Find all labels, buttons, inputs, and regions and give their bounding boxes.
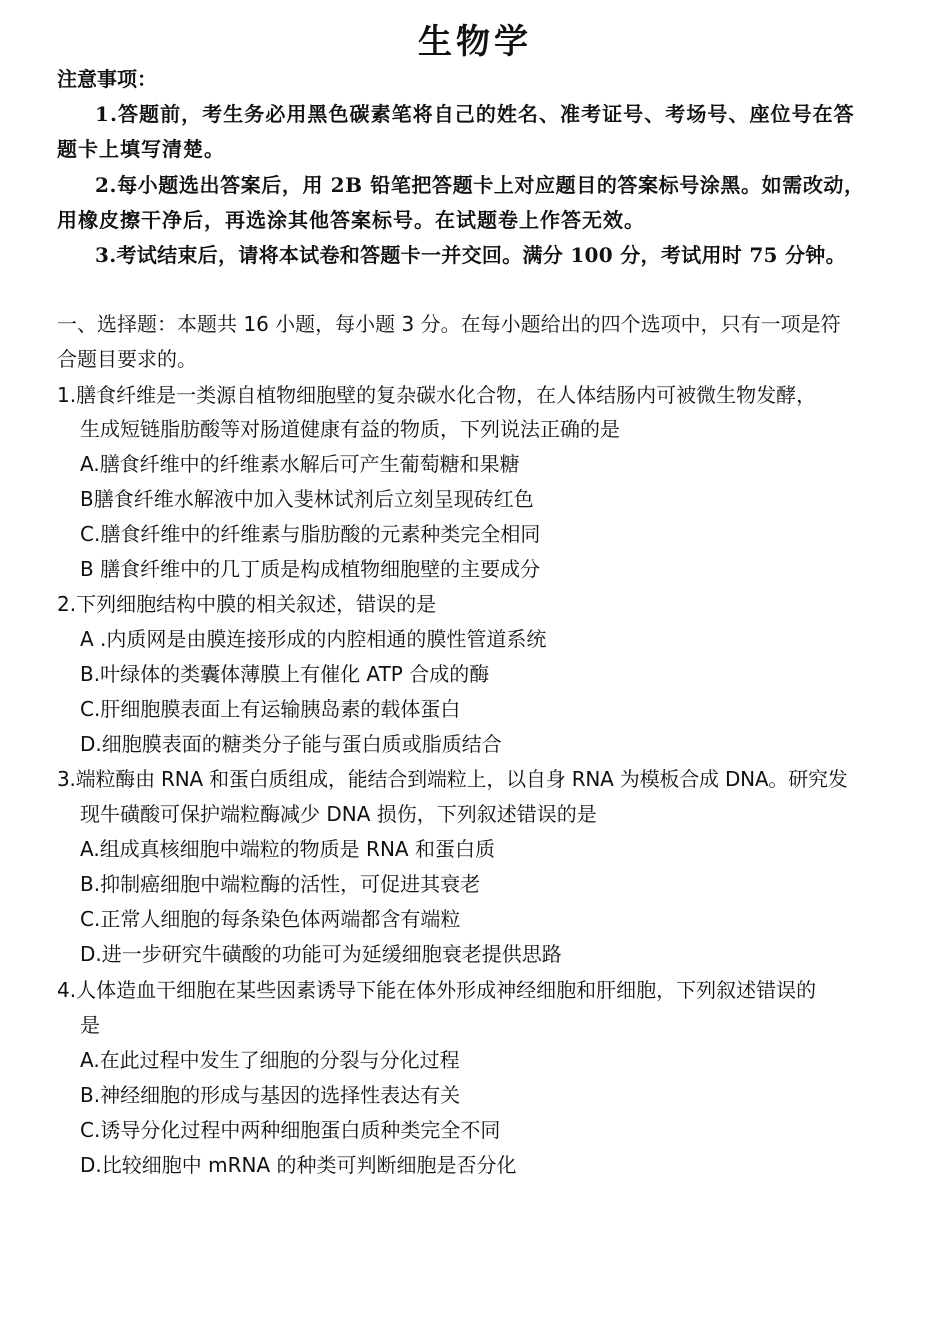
question-3-option-c: C.正常人细胞的每条染色体两端都含有端粒 xyxy=(80,907,461,931)
question-2-option-d: D.细胞膜表面的糖类分子能与蛋白质或脂质结合 xyxy=(80,732,502,756)
question-2-option-c: C.肝细胞膜表面上有运输胰岛素的载体蛋白 xyxy=(80,697,461,721)
question-4-option-a: A.在此过程中发生了细胞的分裂与分化过程 xyxy=(80,1048,460,1072)
question-1-option-d: B 膳食纤维中的几丁质是构成植物细胞壁的主要成分 xyxy=(80,557,541,581)
question-3-stem-line-2: 现牛磺酸可保护端粒酶减少 DNA 损伤，下列叙述错误的是 xyxy=(80,802,597,826)
question-3-option-a: A.组成真核细胞中端粒的物质是 RNA 和蛋白质 xyxy=(80,837,495,861)
question-1-option-b: B膳食纤维水解液中加入斐林试剂后立刻呈现砖红色 xyxy=(80,487,534,511)
question-1-option-a: A.膳食纤维中的纤维素水解后可产生葡萄糖和果糖 xyxy=(80,452,520,476)
question-4-stem-line-2: 是 xyxy=(80,1013,100,1037)
section-heading-line-1: 一、选择题：本题共 16 小题，每小题 3 分。在每小题给出的四个选项中，只有一项是符 xyxy=(57,312,841,336)
question-2-stem-line-1: 2.下列细胞结构中膜的相关叙述，错误的是 xyxy=(57,592,437,616)
question-1-stem-line-2: 生成短链脂肪酸等对肠道健康有益的物质，下列说法正确的是 xyxy=(80,417,620,441)
question-3-stem-line-1: 3.端粒酶由 RNA 和蛋白质组成，能结合到端粒上，以自身 RNA 为模板合成 DNA。研究发 xyxy=(57,767,848,791)
question-2-option-b: B.叶绿体的类囊体薄膜上有催化 ATP 合成的酶 xyxy=(80,662,490,686)
question-1-stem-line-1: 1.膳食纤维是一类源自植物细胞壁的复杂碳水化合物，在人体结肠内可被微生物发酵， xyxy=(57,383,817,407)
notice-item-3: 3.考试结束后，请将本试卷和答题卡一并交回。满分 100 分，考试用时 75 分钟。 xyxy=(95,243,846,267)
question-4-stem-line-1: 4.人体造血干细胞在某些因素诱导下能在体外形成神经细胞和肝细胞，下列叙述错误的 xyxy=(57,978,817,1002)
notice-item-1-line-2: 题卡上填写清楚。 xyxy=(57,137,225,161)
question-2-option-a: A .内质网是由膜连接形成的内腔相通的膜性管道系统 xyxy=(80,627,547,651)
page-title: 生物学 xyxy=(418,22,532,62)
notice-item-2-line-2: 用橡皮擦干净后，再选涂其他答案标号。在试题卷上作答无效。 xyxy=(57,208,645,232)
question-1-option-c: C.膳食纤维中的纤维素与脂肪酸的元素种类完全相同 xyxy=(80,522,541,546)
notice-heading: 注意事项： xyxy=(57,67,157,91)
notice-item-2-line-1: 2.每小题选出答案后，用 2B 铅笔把答题卡上对应题目的答案标号涂黑。如需改动， xyxy=(95,173,865,197)
question-4-option-b: B.神经细胞的形成与基因的选择性表达有关 xyxy=(80,1083,461,1107)
question-3-option-d: D.进一步研究牛磺酸的功能可为延缓细胞衰老提供思路 xyxy=(80,942,562,966)
section-heading-line-2: 合题目要求的。 xyxy=(57,347,197,371)
notice-item-1-line-1: 1.答题前，考生务必用黑色碳素笔将自己的姓名、准考证号、考场号、座位号在答 xyxy=(95,102,855,126)
question-4-option-c: C.诱导分化过程中两种细胞蛋白质种类完全不同 xyxy=(80,1118,501,1142)
question-4-option-d: D.比较细胞中 mRNA 的种类可判断细胞是否分化 xyxy=(80,1153,517,1177)
question-3-option-b: B.抑制癌细胞中端粒酶的活性，可促进其衰老 xyxy=(80,872,481,896)
